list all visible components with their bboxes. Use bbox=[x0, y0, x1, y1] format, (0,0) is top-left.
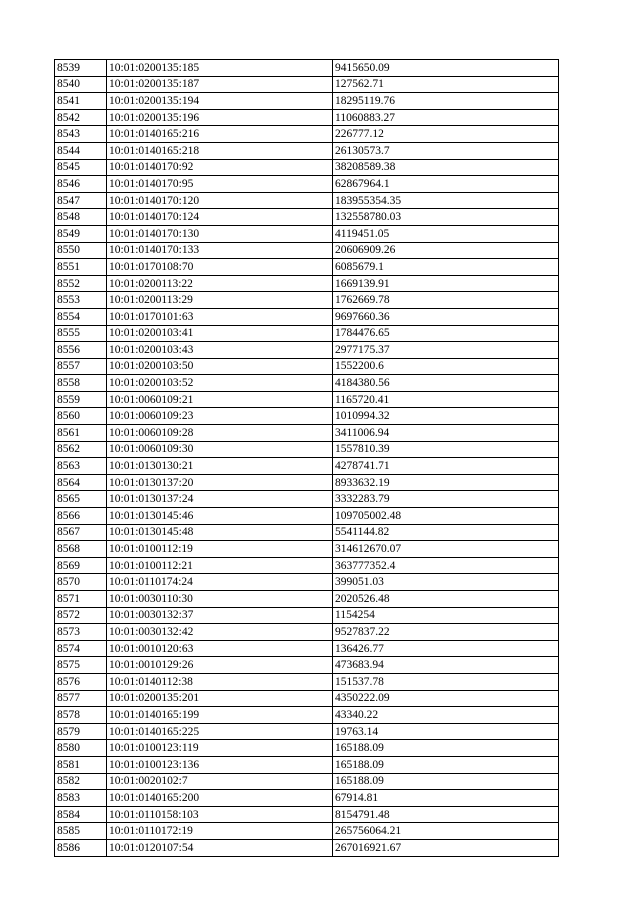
value-cell: 1165720.41 bbox=[333, 391, 559, 408]
table-row bbox=[55, 541, 559, 558]
cadastral-number-cell: 10:01:0030132:37 bbox=[107, 607, 333, 624]
row-number-cell: 8565 bbox=[55, 491, 107, 508]
value-cell: 6085679.1 bbox=[333, 259, 559, 276]
table-row bbox=[55, 740, 559, 757]
row-number-cell: 8568 bbox=[55, 541, 107, 558]
row-number-cell: 8557 bbox=[55, 358, 107, 375]
row-number-cell: 8545 bbox=[55, 159, 107, 176]
cadastral-number-cell: 10:01:0060109:28 bbox=[107, 425, 333, 442]
value-cell: 314612670.07 bbox=[333, 541, 559, 558]
value-cell: 109705002.48 bbox=[333, 508, 559, 525]
cadastral-number-cell: 10:01:0130137:20 bbox=[107, 474, 333, 491]
table-row bbox=[55, 441, 559, 458]
row-number-cell: 8583 bbox=[55, 790, 107, 807]
value-cell: 136426.77 bbox=[333, 640, 559, 657]
table-row bbox=[55, 159, 559, 176]
row-number-cell: 8580 bbox=[55, 740, 107, 757]
cadastral-number-cell: 10:01:0030132:42 bbox=[107, 624, 333, 641]
cadastral-number-cell: 10:01:0060109:23 bbox=[107, 408, 333, 425]
row-number-cell: 8582 bbox=[55, 773, 107, 790]
cadastral-number-cell: 10:01:0140165:216 bbox=[107, 126, 333, 143]
row-number-cell: 8578 bbox=[55, 707, 107, 724]
row-number-cell: 8540 bbox=[55, 76, 107, 93]
table-row bbox=[55, 242, 559, 259]
cadastral-number-cell: 10:01:0100112:21 bbox=[107, 557, 333, 574]
row-number-cell: 8569 bbox=[55, 557, 107, 574]
value-cell: 26130573.7 bbox=[333, 142, 559, 159]
cadastral-number-cell: 10:01:0140170:95 bbox=[107, 176, 333, 193]
value-cell: 1784476.65 bbox=[333, 325, 559, 342]
cadastral-number-cell: 10:01:0100123:119 bbox=[107, 740, 333, 757]
row-number-cell: 8585 bbox=[55, 823, 107, 840]
table-row bbox=[55, 176, 559, 193]
cadastral-number-cell: 10:01:0020102:7 bbox=[107, 773, 333, 790]
row-number-cell: 8574 bbox=[55, 640, 107, 657]
value-cell: 127562.71 bbox=[333, 76, 559, 93]
table-row bbox=[55, 756, 559, 773]
value-cell: 19763.14 bbox=[333, 723, 559, 740]
cadastral-number-cell: 10:01:0110174:24 bbox=[107, 574, 333, 591]
value-cell: 132558780.03 bbox=[333, 209, 559, 226]
value-cell: 5541144.82 bbox=[333, 524, 559, 541]
table-row bbox=[55, 508, 559, 525]
row-number-cell: 8539 bbox=[55, 60, 107, 77]
row-number-cell: 8562 bbox=[55, 441, 107, 458]
table-row bbox=[55, 591, 559, 608]
cadastral-number-cell: 10:01:0130137:24 bbox=[107, 491, 333, 508]
row-number-cell: 8542 bbox=[55, 109, 107, 126]
table-row bbox=[55, 209, 559, 226]
cadastral-number-cell: 10:01:0140170:124 bbox=[107, 209, 333, 226]
cadastral-number-cell: 10:01:0140170:133 bbox=[107, 242, 333, 259]
value-cell: 11060883.27 bbox=[333, 109, 559, 126]
row-number-cell: 8579 bbox=[55, 723, 107, 740]
cadastral-number-cell: 10:01:0130145:46 bbox=[107, 508, 333, 525]
value-cell: 2020526.48 bbox=[333, 591, 559, 608]
cadastral-number-cell: 10:01:0130130:21 bbox=[107, 458, 333, 475]
row-number-cell: 8544 bbox=[55, 142, 107, 159]
value-cell: 226777.12 bbox=[333, 126, 559, 143]
table-row bbox=[55, 673, 559, 690]
cadastral-number-cell: 10:01:0200103:50 bbox=[107, 358, 333, 375]
row-number-cell: 8552 bbox=[55, 275, 107, 292]
row-number-cell: 8572 bbox=[55, 607, 107, 624]
row-number-cell: 8576 bbox=[55, 673, 107, 690]
cadastral-number-cell: 10:01:0200103:43 bbox=[107, 342, 333, 359]
cadastral-number-cell: 10:01:0200103:52 bbox=[107, 375, 333, 392]
cadastral-number-cell: 10:01:0140112:38 bbox=[107, 673, 333, 690]
table-row bbox=[55, 574, 559, 591]
value-cell: 473683.94 bbox=[333, 657, 559, 674]
value-cell: 67914.81 bbox=[333, 790, 559, 807]
cadastral-number-cell: 10:01:0110158:103 bbox=[107, 806, 333, 823]
cadastral-number-cell: 10:01:0200103:41 bbox=[107, 325, 333, 342]
cadastral-number-cell: 10:01:0140165:199 bbox=[107, 707, 333, 724]
table-row bbox=[55, 225, 559, 242]
row-number-cell: 8571 bbox=[55, 591, 107, 608]
row-number-cell: 8548 bbox=[55, 209, 107, 226]
value-cell: 4278741.71 bbox=[333, 458, 559, 475]
cadastral-number-cell: 10:01:0140170:92 bbox=[107, 159, 333, 176]
table-row bbox=[55, 126, 559, 143]
row-number-cell: 8559 bbox=[55, 391, 107, 408]
value-cell: 399051.03 bbox=[333, 574, 559, 591]
value-cell: 9527837.22 bbox=[333, 624, 559, 641]
table-row bbox=[55, 325, 559, 342]
value-cell: 62867964.1 bbox=[333, 176, 559, 193]
cadastral-number-cell: 10:01:0120107:54 bbox=[107, 839, 333, 856]
row-number-cell: 8566 bbox=[55, 508, 107, 525]
table-row bbox=[55, 524, 559, 541]
cadastral-number-cell: 10:01:0010129:26 bbox=[107, 657, 333, 674]
value-cell: 3411006.94 bbox=[333, 425, 559, 442]
row-number-cell: 8546 bbox=[55, 176, 107, 193]
row-number-cell: 8581 bbox=[55, 756, 107, 773]
value-cell: 267016921.67 bbox=[333, 839, 559, 856]
table-row bbox=[55, 425, 559, 442]
value-cell: 1154254 bbox=[333, 607, 559, 624]
cadastral-number-cell: 10:01:0100123:136 bbox=[107, 756, 333, 773]
table-row bbox=[55, 624, 559, 641]
cadastral-number-cell: 10:01:0010120:63 bbox=[107, 640, 333, 657]
cadastral-number-cell: 10:01:0140170:120 bbox=[107, 192, 333, 209]
row-number-cell: 8563 bbox=[55, 458, 107, 475]
cadastral-number-cell: 10:01:0200135:185 bbox=[107, 60, 333, 77]
cadastral-number-cell: 10:01:0200135:187 bbox=[107, 76, 333, 93]
value-cell: 4350222.09 bbox=[333, 690, 559, 707]
cadastral-number-cell: 10:01:0130145:48 bbox=[107, 524, 333, 541]
row-number-cell: 8558 bbox=[55, 375, 107, 392]
table-row bbox=[55, 342, 559, 359]
value-cell: 8933632.19 bbox=[333, 474, 559, 491]
table-row bbox=[55, 690, 559, 707]
table-row bbox=[55, 790, 559, 807]
cadastral-number-cell: 10:01:0200135:196 bbox=[107, 109, 333, 126]
value-cell: 265756064.21 bbox=[333, 823, 559, 840]
value-cell: 38208589.38 bbox=[333, 159, 559, 176]
value-cell: 1557810.39 bbox=[333, 441, 559, 458]
row-number-cell: 8561 bbox=[55, 425, 107, 442]
table-row bbox=[55, 458, 559, 475]
value-cell: 1669139.91 bbox=[333, 275, 559, 292]
value-cell: 3332283.79 bbox=[333, 491, 559, 508]
value-cell: 1552200.6 bbox=[333, 358, 559, 375]
row-number-cell: 8584 bbox=[55, 806, 107, 823]
table-row bbox=[55, 358, 559, 375]
cadastral-number-cell: 10:01:0200135:194 bbox=[107, 93, 333, 110]
cadastral-number-cell: 10:01:0200113:22 bbox=[107, 275, 333, 292]
table-row bbox=[55, 657, 559, 674]
table-row bbox=[55, 707, 559, 724]
table-row bbox=[55, 723, 559, 740]
value-cell: 8154791.48 bbox=[333, 806, 559, 823]
table-row bbox=[55, 292, 559, 309]
table-row bbox=[55, 308, 559, 325]
row-number-cell: 8554 bbox=[55, 308, 107, 325]
table-row bbox=[55, 76, 559, 93]
table-row bbox=[55, 640, 559, 657]
row-number-cell: 8541 bbox=[55, 93, 107, 110]
value-cell: 18295119.76 bbox=[333, 93, 559, 110]
cadastral-number-cell: 10:01:0100112:19 bbox=[107, 541, 333, 558]
value-cell: 43340.22 bbox=[333, 707, 559, 724]
row-number-cell: 8555 bbox=[55, 325, 107, 342]
row-number-cell: 8556 bbox=[55, 342, 107, 359]
row-number-cell: 8549 bbox=[55, 225, 107, 242]
value-cell: 165188.09 bbox=[333, 740, 559, 757]
value-cell: 4184380.56 bbox=[333, 375, 559, 392]
value-cell: 165188.09 bbox=[333, 756, 559, 773]
table-row bbox=[55, 491, 559, 508]
table-row bbox=[55, 109, 559, 126]
table-row bbox=[55, 142, 559, 159]
value-cell: 165188.09 bbox=[333, 773, 559, 790]
value-cell: 9415650.09 bbox=[333, 60, 559, 77]
table-row bbox=[55, 839, 559, 856]
table-row bbox=[55, 806, 559, 823]
cadastral-number-cell: 10:01:0170108:70 bbox=[107, 259, 333, 276]
cadastral-number-cell: 10:01:0170101:63 bbox=[107, 308, 333, 325]
cadastral-number-cell: 10:01:0110172:19 bbox=[107, 823, 333, 840]
value-cell: 2977175.37 bbox=[333, 342, 559, 359]
row-number-cell: 8551 bbox=[55, 259, 107, 276]
value-cell: 151537.78 bbox=[333, 673, 559, 690]
table-row bbox=[55, 60, 559, 77]
table-row bbox=[55, 773, 559, 790]
table-row bbox=[55, 823, 559, 840]
table-row bbox=[55, 391, 559, 408]
cadastral-number-cell: 10:01:0060109:21 bbox=[107, 391, 333, 408]
cadastral-number-cell: 10:01:0140170:130 bbox=[107, 225, 333, 242]
cadastral-number-cell: 10:01:0140165:225 bbox=[107, 723, 333, 740]
value-cell: 183955354.35 bbox=[333, 192, 559, 209]
table-row bbox=[55, 607, 559, 624]
row-number-cell: 8543 bbox=[55, 126, 107, 143]
row-number-cell: 8550 bbox=[55, 242, 107, 259]
table-row bbox=[55, 275, 559, 292]
row-number-cell: 8547 bbox=[55, 192, 107, 209]
row-number-cell: 8560 bbox=[55, 408, 107, 425]
row-number-cell: 8567 bbox=[55, 524, 107, 541]
table-row bbox=[55, 375, 559, 392]
table-body bbox=[55, 60, 559, 857]
table-row bbox=[55, 93, 559, 110]
value-cell: 4119451.05 bbox=[333, 225, 559, 242]
value-cell: 9697660.36 bbox=[333, 308, 559, 325]
row-number-cell: 8577 bbox=[55, 690, 107, 707]
cadastral-number-cell: 10:01:0200135:201 bbox=[107, 690, 333, 707]
data-table bbox=[54, 59, 559, 857]
table-row bbox=[55, 557, 559, 574]
row-number-cell: 8570 bbox=[55, 574, 107, 591]
table-row bbox=[55, 408, 559, 425]
cadastral-number-cell: 10:01:0140165:218 bbox=[107, 142, 333, 159]
table-row bbox=[55, 192, 559, 209]
row-number-cell: 8553 bbox=[55, 292, 107, 309]
table-row bbox=[55, 474, 559, 491]
cadastral-number-cell: 10:01:0140165:200 bbox=[107, 790, 333, 807]
value-cell: 1010994.32 bbox=[333, 408, 559, 425]
table-row bbox=[55, 259, 559, 276]
row-number-cell: 8586 bbox=[55, 839, 107, 856]
cadastral-number-cell: 10:01:0030110:30 bbox=[107, 591, 333, 608]
row-number-cell: 8573 bbox=[55, 624, 107, 641]
value-cell: 363777352.4 bbox=[333, 557, 559, 574]
cadastral-number-cell: 10:01:0200113:29 bbox=[107, 292, 333, 309]
row-number-cell: 8575 bbox=[55, 657, 107, 674]
value-cell: 20606909.26 bbox=[333, 242, 559, 259]
cadastral-number-cell: 10:01:0060109:30 bbox=[107, 441, 333, 458]
row-number-cell: 8564 bbox=[55, 474, 107, 491]
value-cell: 1762669.78 bbox=[333, 292, 559, 309]
